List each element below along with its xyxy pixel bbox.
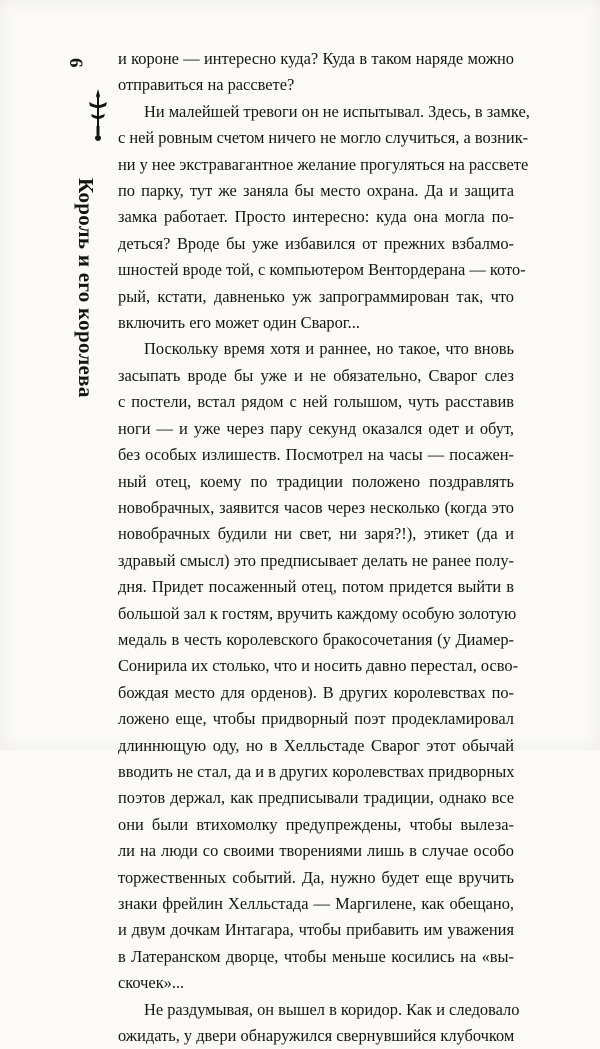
text-line: рый, кстати, давненько уж запрограммирован так, что [118, 286, 514, 306]
text-line: поэтов держал, как предписывали традиции, однако все [118, 788, 514, 808]
text-line: новобрачных, заявится часов через несколько (когда это [118, 497, 514, 517]
text-line: длиннющую оду, но в Хелльстаде Сварог этот обычай [118, 735, 514, 755]
text-line: они были втихомолку предупреждены, чтобы вылеза- [118, 814, 514, 834]
text-line: и короне — интересно куда? Куда в таком наряде можно [118, 49, 514, 68]
text-line: без особых излишеств. Посмотрел на часы — посажен- [118, 445, 514, 465]
text-line: с постели, встал рядом с ней голышом, чуть расставив [118, 392, 514, 412]
text-line: с ней ровным счетом ничего не могло случиться, а возник- [118, 128, 529, 148]
text-line: и двум дочкам Интагара, чтобы прибавить им уважения [118, 920, 514, 940]
text-line: ожидать, у двери обнаружился свернувшийся клубочком [118, 1026, 515, 1046]
text-line: ложено еще, чтобы придворный поэт продекламировал [118, 709, 514, 729]
running-title: Король и его королева [74, 178, 98, 398]
text-line: ный отец, коему по традиции положено поздравлять [118, 471, 514, 491]
paragraph [118, 336, 519, 996]
text-line: знаки фрейлин Хелльстада — Маргилене, как обещано, [118, 894, 514, 913]
text-line: Ни малейшей тревоги он не испытывал. Здесь, в замке, [144, 101, 530, 121]
text-line: торжественных событий. Да, нужно будет еще вручить [118, 867, 514, 887]
text-line: в Латеранском дворце, чтобы меньше косились на «вы- [118, 946, 514, 966]
text-line: включить его может один Сварог... [118, 313, 360, 333]
text-line: здравый смысл) это предписывает делать не ранее полу- [118, 550, 514, 570]
paragraph [118, 997, 520, 1049]
text-line: замка работает. Просто интересно: куда она могла по- [118, 207, 514, 227]
text-line: новобрачных будили ни свет, ни заря?!), этикет (да и [118, 524, 514, 544]
text-line: деться? Вроде бы уже избавился от прежних взбалмо- [118, 233, 514, 253]
text-line: Поскольку время хотя и раннее, но такое, что вновь [144, 339, 514, 359]
sword-dagger-ornament-icon [86, 88, 110, 144]
text-line: ноги — и уже через пару секунд оказался одет и обут, [118, 418, 514, 438]
paragraph [118, 99, 530, 337]
paragraph [118, 46, 514, 99]
text-line: вводить не стал, да и в других королевствах придворных [118, 761, 515, 781]
text-line: ли на люди со своими творениями лишь в случае особо [118, 841, 514, 861]
text-line: скочек»... [118, 973, 185, 993]
text-line: бождая место для орденов). В других королевствах по- [118, 682, 514, 702]
text-line: ни у нее экстравагантное желание прогуляться на рассвете [118, 154, 529, 174]
book-text-body [118, 46, 530, 1049]
text-line: большой зал к гостям, вручить каждому особую золотую [118, 603, 517, 623]
text-line: засыпать вроде бы уже и не обязательно, Сварог слез [118, 365, 514, 385]
page-number: 6 [65, 58, 86, 68]
text-line: дня. Придет посаженный отец, потом придется выйти в [118, 577, 514, 597]
text-line: по парку, тут же заняла бы место охрана. Да и защита [118, 181, 514, 201]
text-line: Сонирила их столько, что и носить давно перестал, осво- [118, 656, 519, 676]
text-line: Не раздумывая, он вышел в коридор. Как и следовало [144, 999, 520, 1019]
text-line: отправиться на рассвете? [118, 75, 295, 95]
text-line: шностей вроде той, с компьютером Вентордерана — кото- [118, 260, 526, 280]
text-line: медаль в честь королевского бракосочетания (у Диамер- [118, 629, 514, 649]
